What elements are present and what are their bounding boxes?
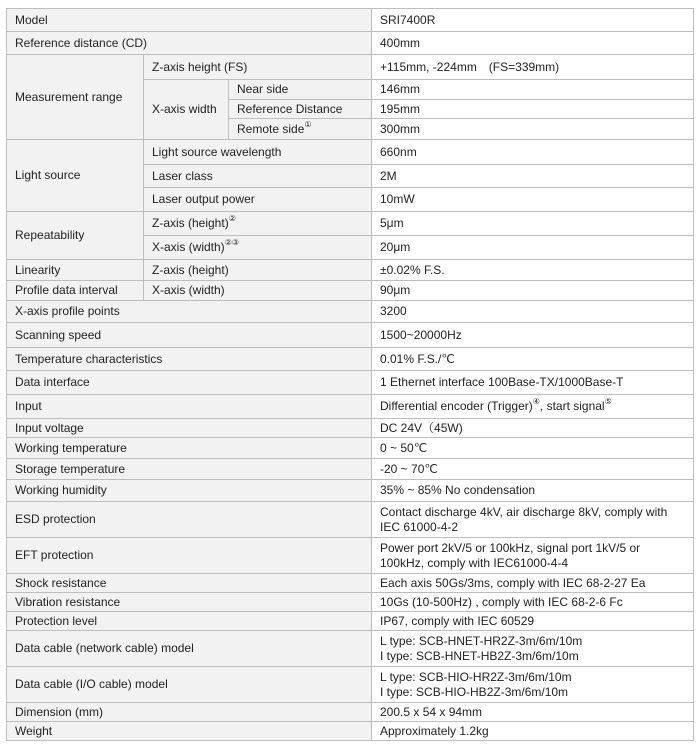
- note-1: ①: [304, 119, 312, 129]
- value-weight: Approximately 1.2kg: [372, 722, 694, 741]
- label-data-interface: Data interface: [7, 371, 372, 395]
- row-wavelength: [7, 140, 694, 165]
- value-remote-side: 300mm: [372, 119, 694, 140]
- row-net-cable: [7, 631, 694, 667]
- value-profile-interval: 90μm: [372, 281, 694, 301]
- label-io-cable: Data cable (I/O cable) model: [7, 667, 372, 703]
- value-temp-char: 0.01% F.S./℃: [372, 348, 694, 371]
- value-laser-class: 2M: [372, 165, 694, 188]
- sublabel-profile-interval: X-axis (width): [144, 281, 372, 301]
- label-eft: EFT protection: [7, 538, 372, 574]
- label-dimension: Dimension (mm): [7, 703, 372, 722]
- value-x-points: 3200: [372, 301, 694, 323]
- label-light-source: Light source: [7, 140, 144, 212]
- row-vibration: [7, 593, 694, 612]
- row-storage-temp: [7, 459, 694, 480]
- eft-line-1: Power port 2kV/5 or 100kHz, signal port 1kV/5 or: [380, 540, 641, 555]
- label-repeatability: Repeatability: [7, 212, 144, 260]
- esd-line-1: Contact discharge 4kV, air discharge 8kV, comply with: [380, 504, 668, 519]
- row-input: [7, 395, 694, 419]
- input-encoder: Differential encoder (Trigger): [380, 399, 533, 413]
- io-cable-line-1: L type: SCB-HIO-HR2Z-3m/6m/10m: [380, 669, 572, 684]
- row-esd: [7, 502, 694, 538]
- label-reference-distance: Reference Distance: [229, 100, 372, 119]
- eft-line-2: 100kHz, comply with IEC61000-4-4: [380, 555, 569, 570]
- label-output-power: Laser output power: [144, 188, 372, 212]
- row-data-interface: [7, 371, 694, 395]
- label-working-humidity: Working humidity: [7, 480, 372, 502]
- value-net-cable: [372, 631, 694, 667]
- value-data-interface: 1 Ethernet interface 100Base-TX/1000Base-T: [372, 371, 694, 395]
- label-esd: ESD protection: [7, 502, 372, 538]
- row-model: [7, 9, 694, 32]
- value-linearity: ±0.02% F.S.: [372, 260, 694, 281]
- value-scanning-speed: 1500~20000Hz: [372, 323, 694, 348]
- value-working-temp: 0 ~ 50℃: [372, 438, 694, 459]
- row-io-cable: [7, 667, 694, 703]
- label-vibration: Vibration resistance: [7, 593, 372, 612]
- note-2-3: ②③: [224, 238, 240, 247]
- value-ref-distance: 400mm: [372, 32, 694, 55]
- label-input-voltage: Input voltage: [7, 419, 372, 438]
- label-storage-temp: Storage temperature: [7, 459, 372, 480]
- row-protection: [7, 612, 694, 631]
- label-shock: Shock resistance: [7, 574, 372, 593]
- value-storage-temp: -20 ~ 70℃: [372, 459, 694, 480]
- value-shock: Each axis 50Gs/3ms, comply with IEC 68-2-27 Ea: [372, 574, 694, 593]
- label-protection: Protection level: [7, 612, 372, 631]
- note-2: ②: [228, 214, 236, 223]
- label-profile-interval: Profile data interval: [7, 281, 144, 301]
- io-cable-line-2: I type: SCB-HIO-HB2Z-3m/6m/10m: [380, 684, 569, 699]
- label-net-cable: Data cable (network cable) model: [7, 631, 372, 667]
- remote-side-text: Remote side: [237, 121, 305, 136]
- value-near-side: 146mm: [372, 80, 694, 100]
- value-esd: [372, 502, 694, 538]
- value-repeat-z: 5μm: [372, 212, 694, 236]
- label-repeat-x: [144, 236, 372, 260]
- row-x-points: [7, 301, 694, 323]
- note-4: ④: [532, 397, 540, 406]
- note-5: ⑤: [604, 397, 612, 406]
- label-input: Input: [7, 395, 372, 419]
- row-working-humidity: [7, 480, 694, 502]
- label-scanning-speed: Scanning speed: [7, 323, 372, 348]
- spec-table: [6, 8, 694, 741]
- label-model: Model: [7, 9, 372, 32]
- sublabel-linearity: Z-axis (height): [144, 260, 372, 281]
- label-temp-char: Temperature characteristics: [7, 348, 372, 371]
- net-cable-line-1: L type: SCB-HNET-HR2Z-3m/6m/10m: [380, 633, 583, 648]
- row-input-voltage: [7, 419, 694, 438]
- label-x-width: X-axis width: [144, 80, 229, 140]
- value-input-voltage: DC 24V（45W): [372, 419, 694, 438]
- value-vibration: 10Gs (10-500Hz) , comply with IEC 68-2-6 Fc: [372, 593, 694, 612]
- label-near-side: Near side: [229, 80, 372, 100]
- value-repeat-x: 20μm: [372, 236, 694, 260]
- row-scanning-speed: [7, 323, 694, 348]
- label-wavelength: Light source wavelength: [144, 140, 372, 165]
- row-temp-char: [7, 348, 694, 371]
- row-weight: [7, 722, 694, 741]
- label-measurement-range: Measurement range: [7, 55, 144, 140]
- label-remote-side: [229, 119, 372, 140]
- label-repeat-z: [144, 212, 372, 236]
- label-linearity: Linearity: [7, 260, 144, 281]
- row-z-height: [7, 55, 694, 80]
- value-io-cable: [372, 667, 694, 703]
- input-start: , start signal: [539, 399, 605, 413]
- repeat-x-text: X-axis (width): [152, 240, 225, 254]
- row-dimension: [7, 703, 694, 722]
- value-dimension: 200.5 x 54 x 94mm: [372, 703, 694, 722]
- label-weight: Weight: [7, 722, 372, 741]
- row-working-temp: [7, 438, 694, 459]
- repeat-z-text: Z-axis (height): [152, 216, 229, 230]
- label-laser-class: Laser class: [144, 165, 372, 188]
- value-model: SRI7400R: [372, 9, 694, 32]
- label-x-points: X-axis profile points: [7, 301, 372, 323]
- label-working-temp: Working temperature: [7, 438, 372, 459]
- value-input: [372, 395, 694, 419]
- value-reference-distance: 195mm: [372, 100, 694, 119]
- esd-line-2: IEC 61000-4-2: [380, 519, 459, 534]
- row-profile-interval: [7, 281, 694, 301]
- value-output-power: 10mW: [372, 188, 694, 212]
- value-wavelength: 660nm: [372, 140, 694, 165]
- label-z-height: Z-axis height (FS): [144, 55, 372, 80]
- value-z-height: +115mm, -224mm (FS=339mm): [372, 55, 694, 80]
- row-shock: [7, 574, 694, 593]
- value-eft: [372, 538, 694, 574]
- row-eft: [7, 538, 694, 574]
- row-repeat-z: [7, 212, 694, 236]
- value-working-humidity: 35% ~ 85% No condensation: [372, 480, 694, 502]
- row-linearity: [7, 260, 694, 281]
- label-ref-distance: Reference distance (CD): [7, 32, 372, 55]
- row-ref-distance: [7, 32, 694, 55]
- value-protection: IP67, comply with IEC 60529: [372, 612, 694, 631]
- net-cable-line-2: I type: SCB-HNET-HB2Z-3m/6m/10m: [380, 648, 579, 663]
